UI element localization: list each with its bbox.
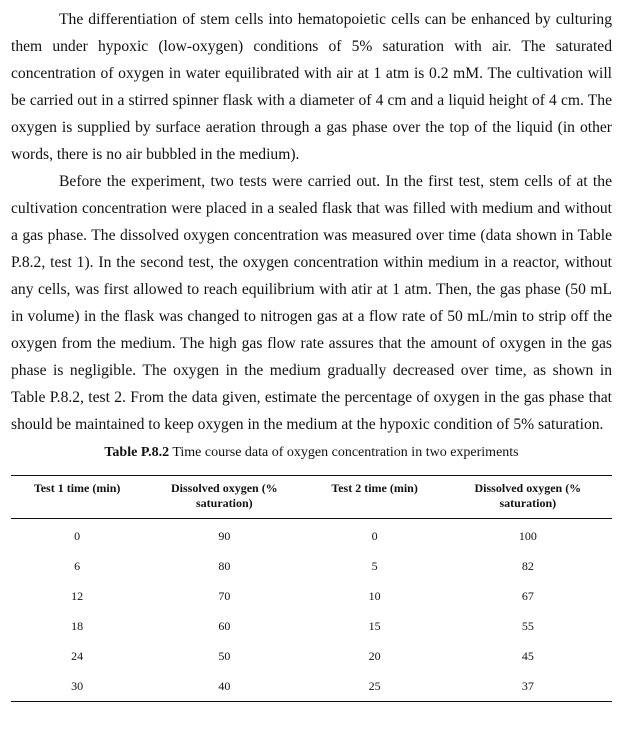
header-test2-time: Test 2 time (min): [305, 476, 443, 519]
table-row: [11, 519, 612, 552]
oxygen-data-table: [11, 475, 612, 702]
cell-test1-oxygen: 70: [218, 588, 231, 603]
cell-test2-time: 5: [371, 558, 378, 573]
cell-test2-oxygen: 37: [444, 671, 612, 702]
cell-test2-time: 10: [368, 588, 381, 603]
cell-test2-time: 0: [371, 528, 378, 543]
cell-test2-oxygen: 45: [521, 648, 534, 663]
cell-test1-oxygen: 90: [218, 528, 231, 543]
cell-test1-time: 24: [71, 648, 84, 663]
document-page: [11, 6, 612, 702]
cell-test2-time: 20: [368, 648, 381, 663]
header-test1-oxygen: Dissolved oxygen (% saturation): [143, 476, 305, 519]
cell-test1-oxygen: 40: [143, 671, 305, 702]
paragraph-intro: The differentiation of stem cells into hematopoietic cells can be enhanced by culturing them under hypoxic (low-oxygen) conditions of 5% saturation with air. The saturated concentration of oxygen in water equilibrated with air at 1 atm is 0.2 mM. The cultivation will be carried out in a stirred spinner flask with a diameter of 4 cm and a liquid height of 4 cm. The oxygen is supplied by surface aeration through a gas phase over the top of the liquid (in other words, there is no air bubbled in the medium).: [11, 11, 612, 163]
cell-test2-oxygen: 82: [521, 558, 534, 573]
cell-test1-time: 12: [71, 588, 84, 603]
table-row: [11, 551, 612, 581]
cell-test1-time: 30: [11, 671, 143, 702]
cell-test1-time: 6: [74, 558, 81, 573]
table-row: [11, 581, 612, 611]
cell-test2-oxygen: 100: [518, 528, 537, 543]
cell-test1-oxygen: 60: [218, 618, 231, 633]
header-test2-oxygen: Dissolved oxygen (% saturation): [444, 476, 612, 519]
cell-test2-time: 15: [368, 618, 381, 633]
table-header-row: [11, 476, 612, 519]
table-caption-label: Table P.8.2: [104, 445, 170, 460]
cell-test2-oxygen: 67: [521, 588, 534, 603]
cell-test1-time: 0: [74, 528, 81, 543]
cell-test1-oxygen: 50: [218, 648, 231, 663]
cell-test1-oxygen: 80: [218, 558, 231, 573]
cell-test2-oxygen: 55: [521, 618, 534, 633]
cell-test1-time: 18: [71, 618, 84, 633]
table-caption: [11, 444, 612, 462]
table-row: [11, 611, 612, 641]
paragraph-experiment: Before the experiment, two tests were carried out. In the first test, stem cells of at the cultivation concentration were placed in a sealed flask that was filled with medium and without a gas phase. The dissolved oxygen concentration was measured over time (data shown in Table P.8.2, test 1). In the second test, the oxygen concentration within medium in a reactor, without any cells, was first allowed to reach equilibrium with atir at 1 atm. Then, the gas phase (50 mL in volume) in the flask was changed to nitrogen gas at a flow rate of 50 mL/min to strip off the oxygen from the medium. The high gas flow rate assures that the amount of oxygen in the gas phase is negligible. The oxygen in the medium gradually decreased over time, as shown in Table P.8.2, test 2. From the data given, estimate the percentage of oxygen in the gas phase that should be maintained to keep oxygen in the medium at the hypoxic condition of 5% saturation.: [11, 173, 612, 433]
table-row: [11, 641, 612, 671]
table-caption-text: Time course data of oxygen concentration in two experiments: [169, 445, 519, 460]
cell-test2-time: 25: [305, 671, 443, 702]
table-row: [11, 671, 612, 702]
header-test1-time: Test 1 time (min): [11, 476, 143, 519]
